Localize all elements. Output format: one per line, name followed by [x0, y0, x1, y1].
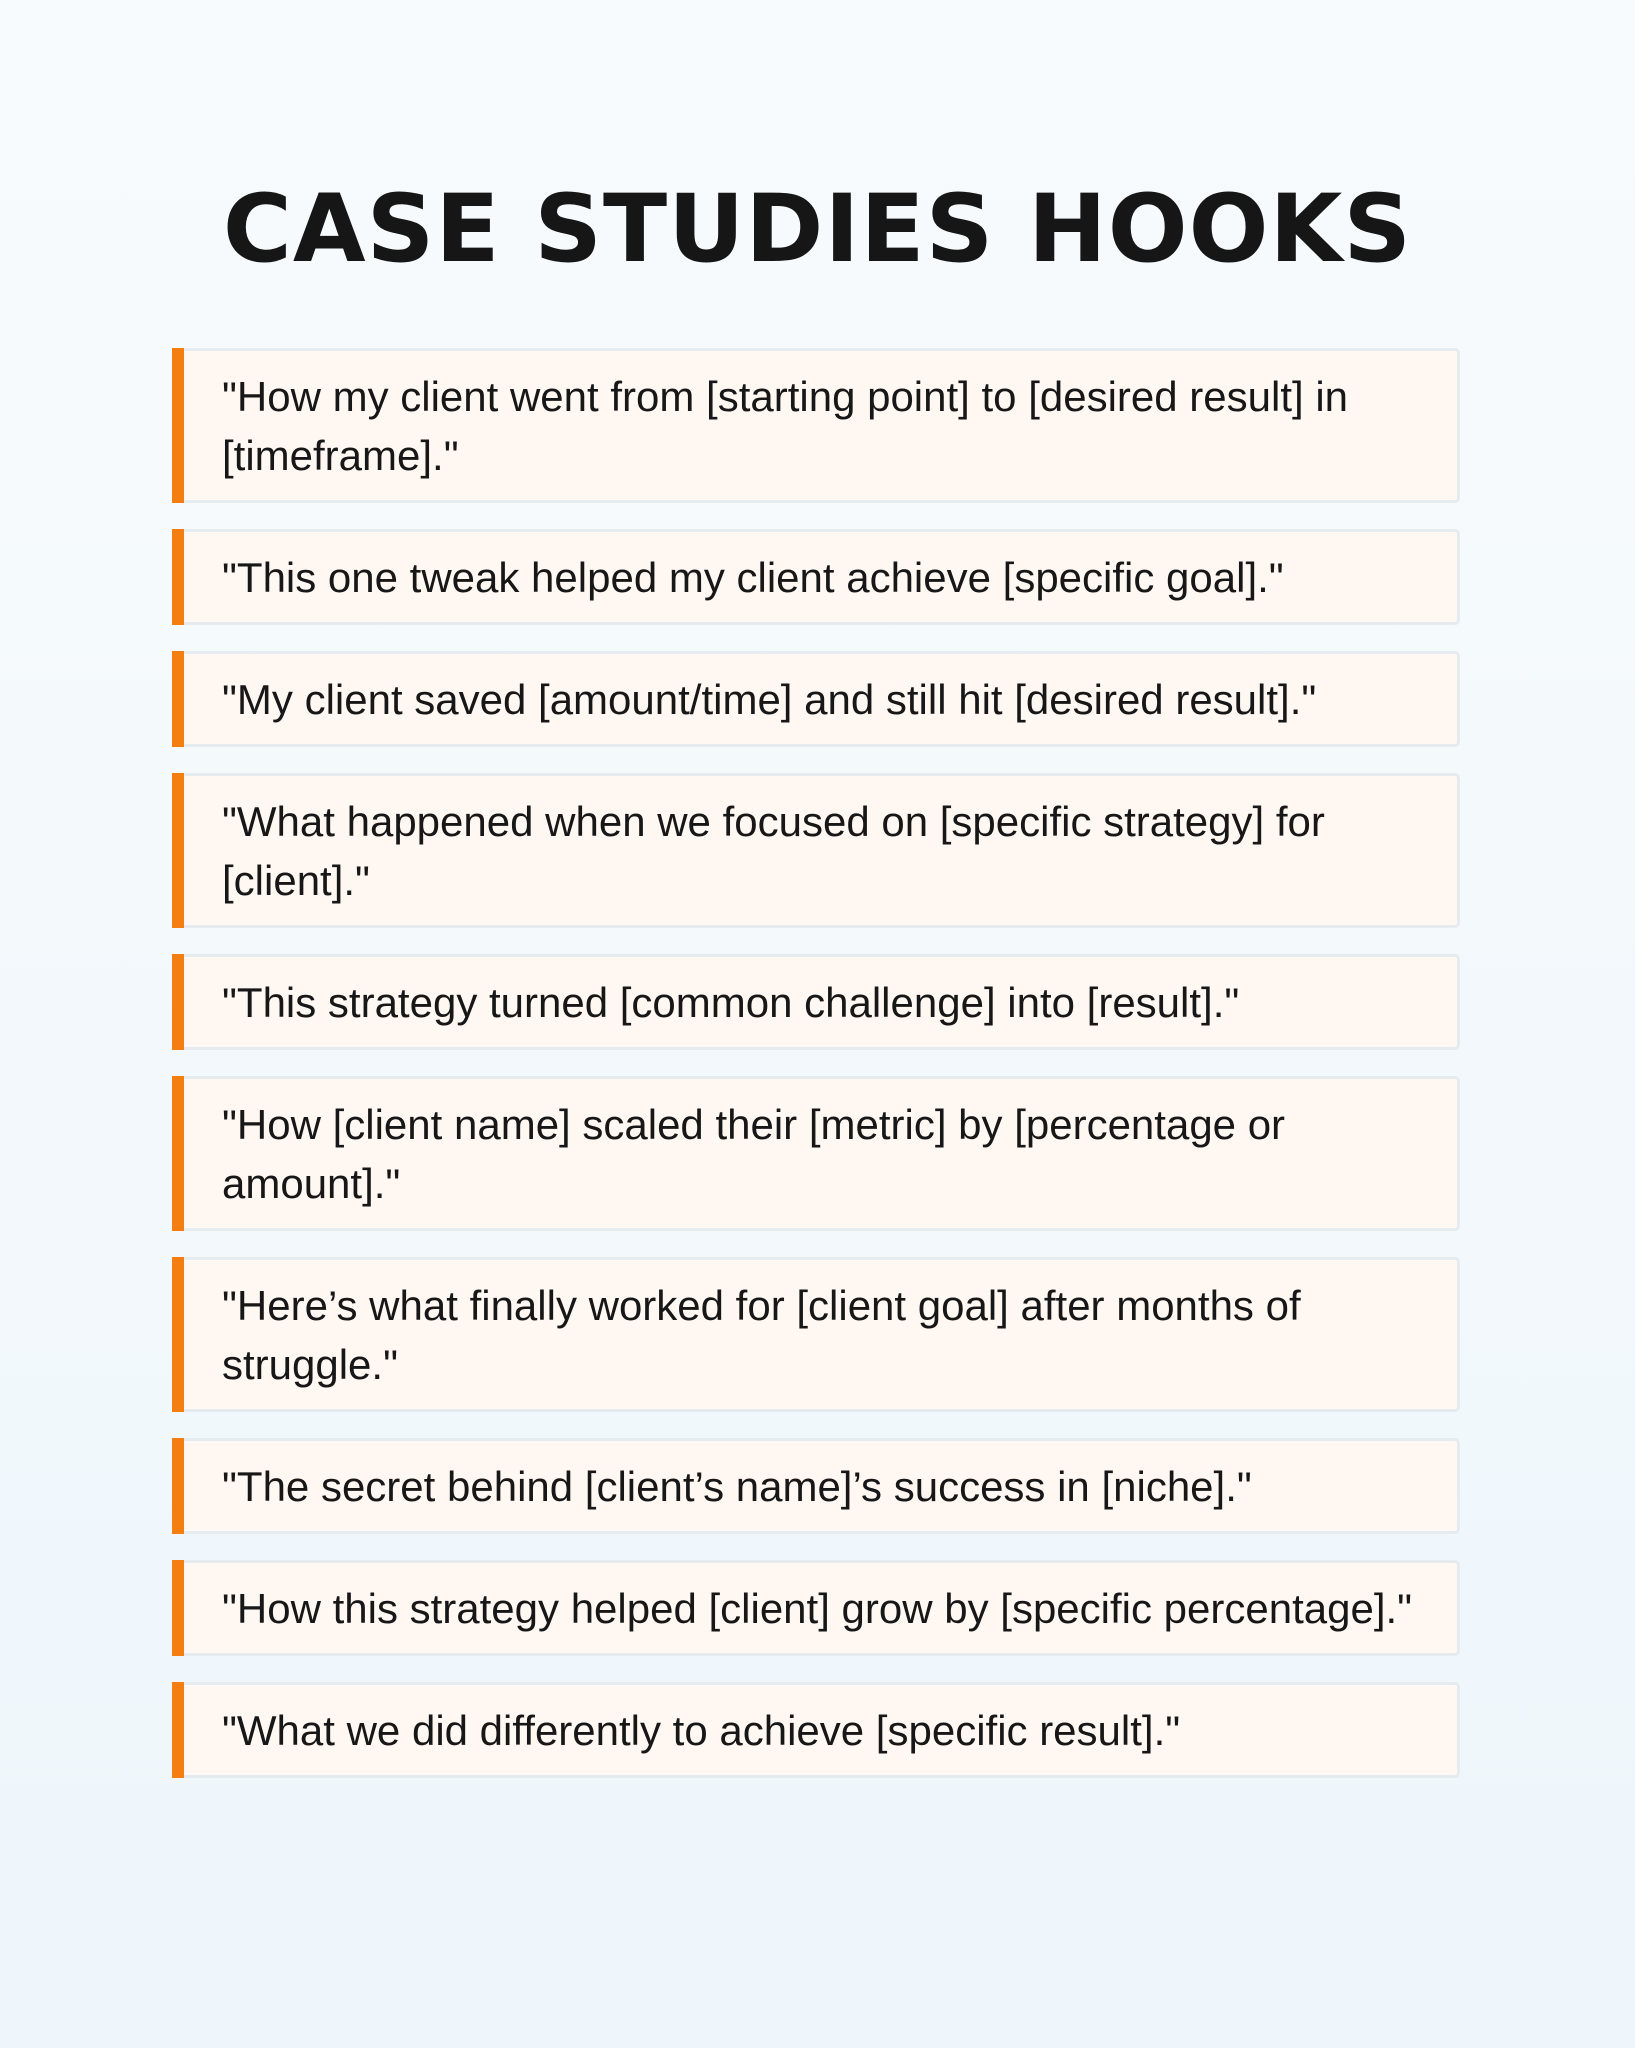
hook-card: [172, 773, 1460, 928]
hook-text: "How my client went from [starting point] to [desired result] in [timeframe].": [222, 373, 1349, 479]
hooks-list: [172, 348, 1460, 1804]
hook-card: [172, 1076, 1460, 1231]
hook-card: [172, 1438, 1460, 1534]
hook-card: [172, 348, 1460, 503]
hook-card: [172, 651, 1460, 747]
hook-text: "This strategy turned [common challenge] into [result].": [222, 979, 1240, 1026]
hook-text: "How [client name] scaled their [metric] by [percentage or amount].": [222, 1101, 1286, 1207]
hook-card: [172, 1257, 1460, 1412]
hook-card: [172, 954, 1460, 1050]
page-title: CASE STUDIES HOOKS: [222, 175, 1413, 284]
hook-text: "This one tweak helped my client achieve [specific goal].": [222, 554, 1284, 601]
hook-card: [172, 529, 1460, 625]
hook-text: "How this strategy helped [client] grow by [specific percentage].": [222, 1585, 1413, 1632]
hook-text: "What happened when we focused on [specific strategy] for [client].": [222, 798, 1325, 904]
hook-text: "Here’s what finally worked for [client goal] after months of struggle.": [222, 1282, 1301, 1388]
hook-text: "The secret behind [client’s name]’s success in [niche].": [222, 1463, 1252, 1510]
hook-card: [172, 1560, 1460, 1656]
hook-text: "What we did differently to achieve [specific result].": [222, 1707, 1181, 1754]
hook-text: "My client saved [amount/time] and still hit [desired result].": [222, 676, 1317, 723]
hook-card: [172, 1682, 1460, 1778]
